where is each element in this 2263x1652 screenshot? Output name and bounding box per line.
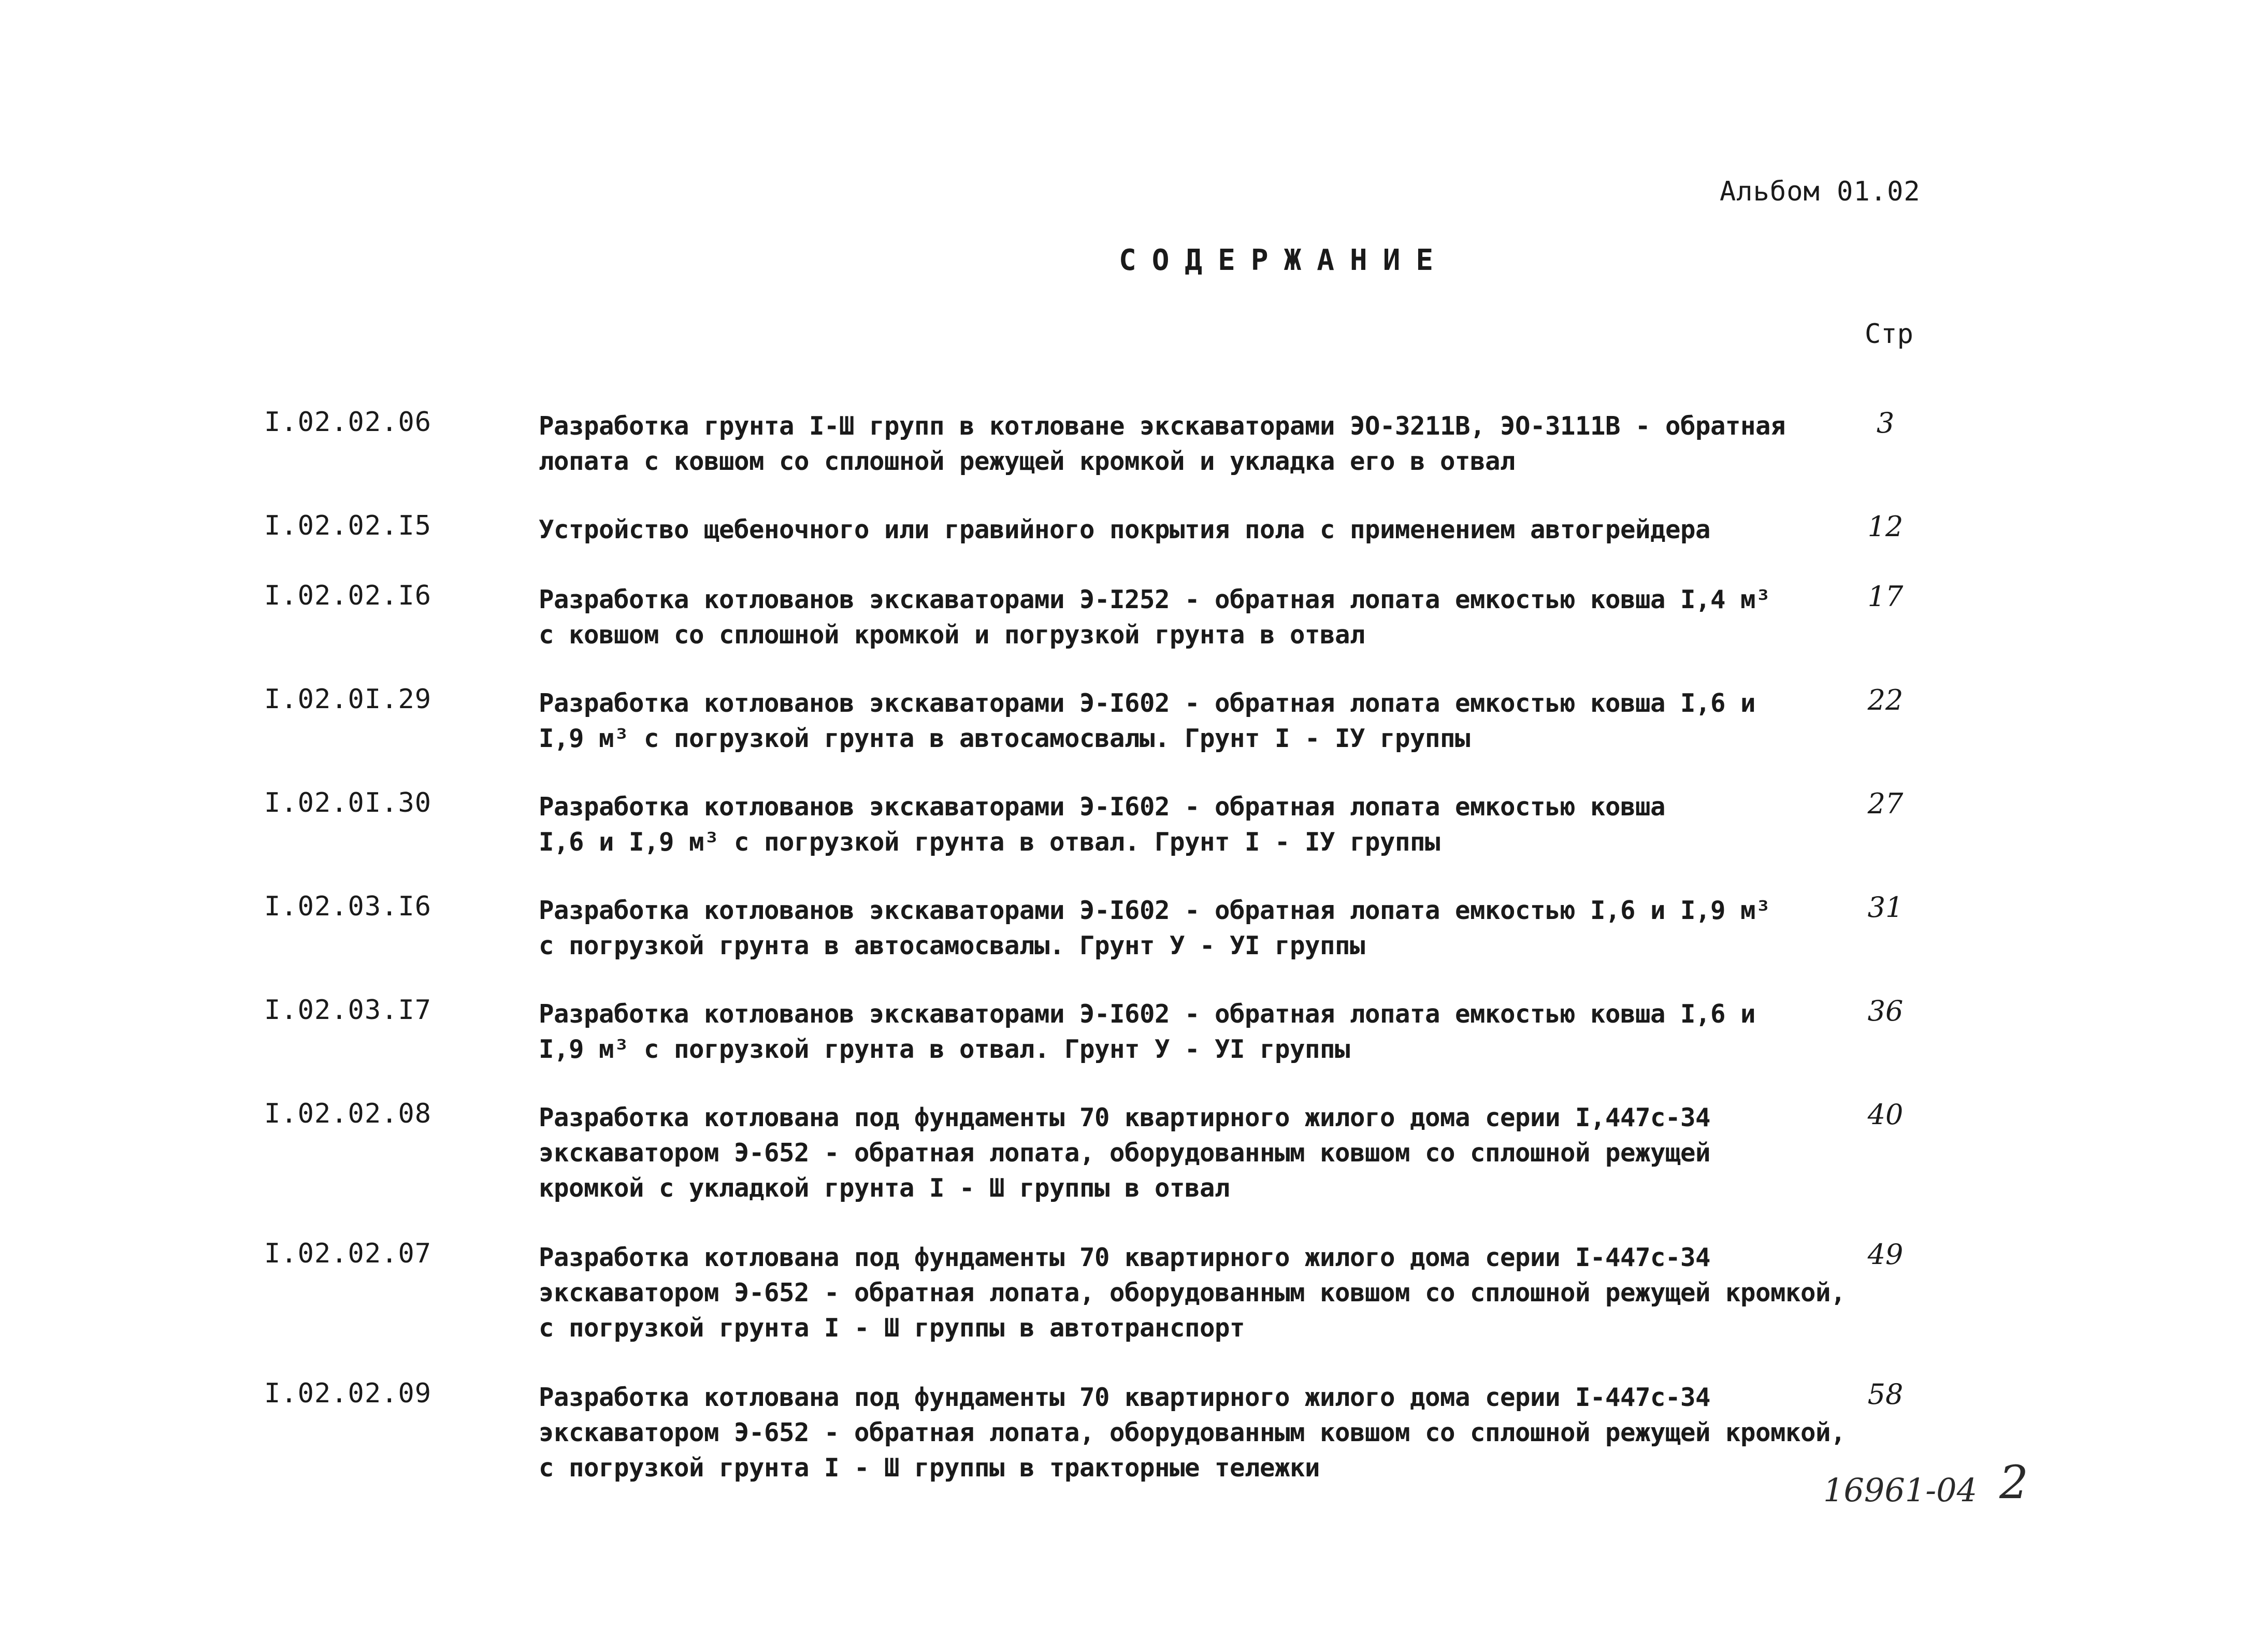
entry-description [539, 1240, 1846, 1346]
entry-code: I.02.02.06 [264, 407, 432, 438]
document-code: 16961-04 [1823, 1471, 1978, 1509]
entry-page-number: 58 [1867, 1378, 1904, 1411]
entry-code: I.02.02.09 [264, 1378, 432, 1409]
entry-code: I.02.02.08 [264, 1098, 432, 1129]
entry-description-line: Устройство щебеночного или гравийного покрытия пола с применением автогрейдера [539, 515, 1711, 544]
entry-description-line: Разработка котлованов экскаваторами Э-I602 - обратная лопата емкостью ковша I,6 и [539, 999, 1756, 1029]
entry-page-number: 31 [1867, 891, 1904, 924]
entry-description-line: кромкой с укладкой грунта I - Ш группы в отвал [539, 1173, 1230, 1203]
entry-description [539, 1100, 1834, 1206]
entry-description-line: экскаватором Э-652 - обратная лопата, оборудованным ковшом со сплошной режущей кромкой, [539, 1278, 1846, 1308]
entry-description [539, 582, 1834, 653]
entry-description-line: с ковшом со сплошной кромкой и погрузкой грунта в отвал [539, 620, 1365, 650]
entry-description-line: I,6 и I,9 м³ с погрузкой грунта в отвал. Грунт I - IУ группы [539, 827, 1440, 857]
entry-description-line: с погрузкой грунта I - Ш группы в тракторные тележки [539, 1453, 1320, 1483]
entry-description-line: Разработка котлованов экскаваторами Э-I602 - обратная лопата емкостью ковша [539, 792, 1666, 822]
entry-page-number: 36 [1867, 995, 1904, 1027]
entry-page-number: 17 [1867, 580, 1904, 613]
entry-code: I.02.02.I6 [264, 580, 432, 611]
entry-description-line: Разработка грунта I-Ш групп в котловане экскаваторами ЭО-3211В, ЭО-3111В - обратная [539, 411, 1786, 441]
entry-description [539, 789, 1834, 860]
entry-description-line: экскаватором Э-652 - обратная лопата, оборудованным ковшом со сплошной режущей кромкой, [539, 1418, 1846, 1447]
entry-description-line: с погрузкой грунта в автосамосвалы. Грунт У - УI группы [539, 931, 1365, 960]
entry-page-number: 40 [1867, 1098, 1904, 1131]
entry-description-line: Разработка котлованов экскаваторами Э-I252 - обратная лопата емкостью ковша I,4 м³ [539, 585, 1771, 614]
entry-description-line: Разработка котлованов экскаваторами Э-I602 - обратная лопата емкостью I,6 и I,9 м³ [539, 896, 1771, 925]
entry-description-line: экскаватором Э-652 - обратная лопата, оборудованным ковшом со сплошной режущей [539, 1138, 1711, 1168]
entry-description [539, 893, 1834, 964]
entry-page-number: 27 [1867, 787, 1904, 820]
entry-page-number: 49 [1867, 1238, 1904, 1271]
entry-description [539, 512, 1834, 548]
entry-code: I.02.02.07 [264, 1238, 432, 1269]
entry-page-number: 22 [1867, 684, 1904, 716]
entry-description-line: с погрузкой грунта I - Ш группы в автотранспорт [539, 1313, 1245, 1343]
entry-code: I.02.02.I5 [264, 510, 432, 541]
entry-page-number: 3 [1876, 407, 1895, 439]
entry-description [539, 1380, 1846, 1486]
entry-description-line: Разработка котлована под фундаменты 70 квартирного жилого дома серии I,447с-34 [539, 1103, 1711, 1132]
entry-code: I.02.03.I7 [264, 995, 432, 1026]
entry-description-line: Разработка котлована под фундаменты 70 квартирного жилого дома серии I-447с-34 [539, 1243, 1711, 1272]
entry-description [539, 997, 1834, 1067]
entry-page-number: 12 [1867, 510, 1904, 543]
page-column-header: Стр [1865, 319, 1913, 350]
entry-description-line: I,9 м³ с погрузкой грунта в автосамосвалы. Грунт I - IУ группы [539, 724, 1471, 753]
entry-code: I.02.0I.29 [264, 684, 432, 715]
entry-description-line: лопата с ковшом со сплошной режущей кромкой и укладка его в отвал [539, 447, 1516, 476]
entry-description-line: I,9 м³ с погрузкой грунта в отвал. Грунт У - УI группы [539, 1035, 1350, 1064]
sheet-number: 2 [1999, 1456, 2028, 1509]
entry-code: I.02.03.I6 [264, 891, 432, 922]
entry-code: I.02.0I.30 [264, 787, 432, 818]
page-title: СОДЕРЖАНИЕ [1119, 243, 1449, 277]
entry-description [539, 686, 1834, 756]
entry-description-line: Разработка котлованов экскаваторами Э-I602 - обратная лопата емкостью ковша I,6 и [539, 688, 1756, 718]
entry-description-line: Разработка котлована под фундаменты 70 квартирного жилого дома серии I-447с-34 [539, 1383, 1711, 1412]
album-number: Альбом 01.02 [1720, 176, 1921, 207]
entry-description [539, 409, 1834, 479]
